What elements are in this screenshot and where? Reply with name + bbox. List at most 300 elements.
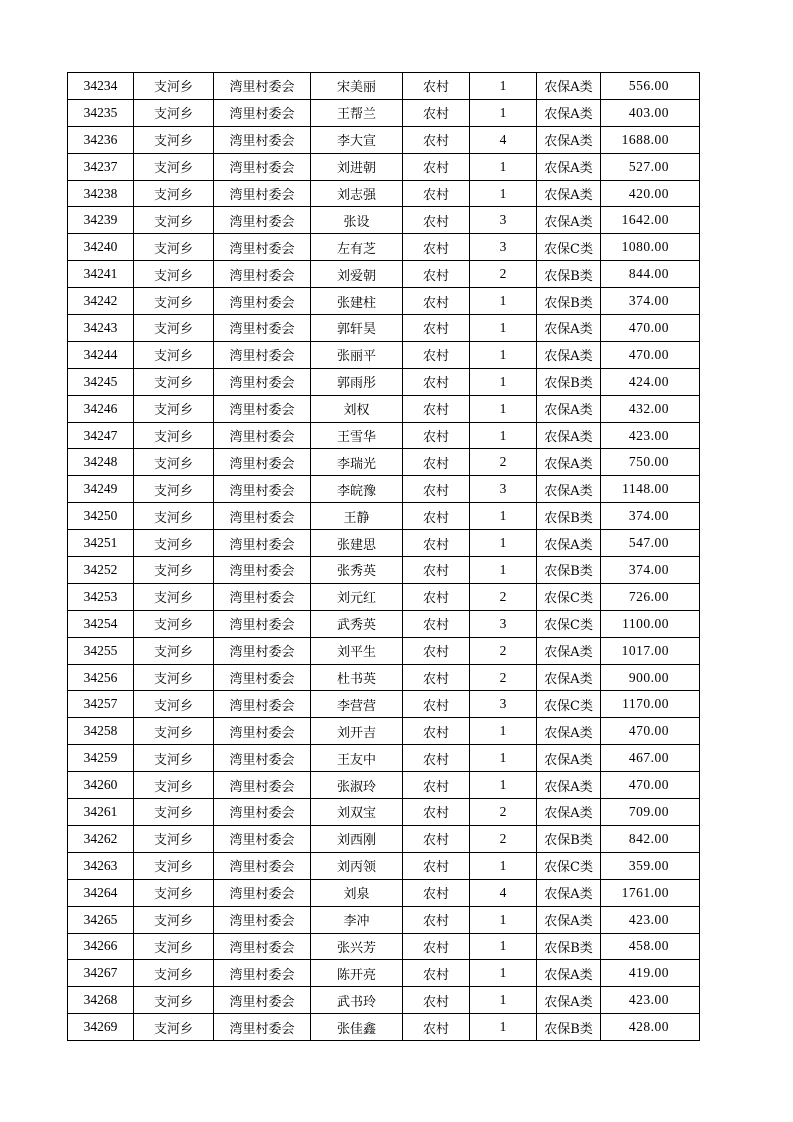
village-committee-cell: 湾里村委会 [214, 180, 311, 207]
village-committee-cell: 湾里村委会 [214, 664, 311, 691]
name-cell: 刘进朝 [311, 153, 403, 180]
serial-number-cell: 34251 [68, 530, 134, 557]
name-cell: 刘西刚 [311, 825, 403, 852]
village-committee-cell: 湾里村委会 [214, 987, 311, 1014]
insurance-category-cell: 农保C类 [537, 234, 601, 261]
household-size-cell: 1 [470, 960, 537, 987]
township-cell: 支河乡 [134, 207, 214, 234]
amount-cell: 527.00 [601, 153, 700, 180]
name-cell: 张佳鑫 [311, 1014, 403, 1041]
area-type-cell: 农村 [403, 180, 470, 207]
name-cell: 张设 [311, 207, 403, 234]
township-cell: 支河乡 [134, 234, 214, 261]
village-committee-cell: 湾里村委会 [214, 73, 311, 100]
area-type-cell: 农村 [403, 906, 470, 933]
township-cell: 支河乡 [134, 557, 214, 584]
area-type-cell: 农村 [403, 799, 470, 826]
amount-cell: 403.00 [601, 99, 700, 126]
amount-cell: 1080.00 [601, 234, 700, 261]
township-cell: 支河乡 [134, 610, 214, 637]
township-cell: 支河乡 [134, 987, 214, 1014]
household-size-cell: 4 [470, 126, 537, 153]
household-size-cell: 3 [470, 207, 537, 234]
insurance-category-cell: 农保A类 [537, 799, 601, 826]
table-row [68, 799, 700, 826]
serial-number-cell: 34259 [68, 745, 134, 772]
serial-number-cell: 34253 [68, 583, 134, 610]
township-cell: 支河乡 [134, 153, 214, 180]
insurance-category-cell: 农保A类 [537, 960, 601, 987]
household-size-cell: 3 [470, 610, 537, 637]
area-type-cell: 农村 [403, 476, 470, 503]
township-cell: 支河乡 [134, 315, 214, 342]
table-row [68, 315, 700, 342]
insurance-category-cell: 农保A类 [537, 879, 601, 906]
township-cell: 支河乡 [134, 825, 214, 852]
name-cell: 李冲 [311, 906, 403, 933]
household-size-cell: 1 [470, 153, 537, 180]
table-row [68, 234, 700, 261]
table-row [68, 987, 700, 1014]
name-cell: 杜书英 [311, 664, 403, 691]
amount-cell: 420.00 [601, 180, 700, 207]
township-cell: 支河乡 [134, 126, 214, 153]
serial-number-cell: 34246 [68, 395, 134, 422]
area-type-cell: 农村 [403, 557, 470, 584]
name-cell: 张丽平 [311, 341, 403, 368]
village-committee-cell: 湾里村委会 [214, 852, 311, 879]
household-size-cell: 1 [470, 315, 537, 342]
village-committee-cell: 湾里村委会 [214, 207, 311, 234]
amount-cell: 1170.00 [601, 691, 700, 718]
amount-cell: 842.00 [601, 825, 700, 852]
household-size-cell: 2 [470, 799, 537, 826]
area-type-cell: 农村 [403, 987, 470, 1014]
village-committee-cell: 湾里村委会 [214, 288, 311, 315]
table-row [68, 1014, 700, 1041]
table-row [68, 933, 700, 960]
insurance-category-cell: 农保B类 [537, 368, 601, 395]
table-row [68, 503, 700, 530]
village-committee-cell: 湾里村委会 [214, 395, 311, 422]
amount-cell: 428.00 [601, 1014, 700, 1041]
serial-number-cell: 34249 [68, 476, 134, 503]
name-cell: 王友中 [311, 745, 403, 772]
household-size-cell: 4 [470, 879, 537, 906]
amount-cell: 1017.00 [601, 637, 700, 664]
name-cell: 刘开吉 [311, 718, 403, 745]
area-type-cell: 农村 [403, 745, 470, 772]
village-committee-cell: 湾里村委会 [214, 557, 311, 584]
insurance-category-cell: 农保A类 [537, 449, 601, 476]
table-row [68, 825, 700, 852]
township-cell: 支河乡 [134, 341, 214, 368]
area-type-cell: 农村 [403, 153, 470, 180]
table-row [68, 126, 700, 153]
household-size-cell: 1 [470, 852, 537, 879]
amount-cell: 419.00 [601, 960, 700, 987]
serial-number-cell: 34237 [68, 153, 134, 180]
amount-cell: 470.00 [601, 718, 700, 745]
serial-number-cell: 34235 [68, 99, 134, 126]
area-type-cell: 农村 [403, 422, 470, 449]
insurance-category-cell: 农保B类 [537, 933, 601, 960]
insurance-category-cell: 农保A类 [537, 745, 601, 772]
village-committee-cell: 湾里村委会 [214, 341, 311, 368]
table-row [68, 718, 700, 745]
township-cell: 支河乡 [134, 368, 214, 395]
area-type-cell: 农村 [403, 718, 470, 745]
village-committee-cell: 湾里村委会 [214, 879, 311, 906]
amount-cell: 547.00 [601, 530, 700, 557]
township-cell: 支河乡 [134, 799, 214, 826]
serial-number-cell: 34255 [68, 637, 134, 664]
household-size-cell: 2 [470, 449, 537, 476]
amount-cell: 1761.00 [601, 879, 700, 906]
name-cell: 武秀英 [311, 610, 403, 637]
township-cell: 支河乡 [134, 99, 214, 126]
area-type-cell: 农村 [403, 879, 470, 906]
amount-cell: 359.00 [601, 852, 700, 879]
amount-cell: 374.00 [601, 288, 700, 315]
household-size-cell: 1 [470, 99, 537, 126]
household-size-cell: 2 [470, 637, 537, 664]
village-committee-cell: 湾里村委会 [214, 960, 311, 987]
household-size-cell: 1 [470, 906, 537, 933]
amount-cell: 470.00 [601, 341, 700, 368]
insurance-category-cell: 农保A类 [537, 395, 601, 422]
serial-number-cell: 34260 [68, 772, 134, 799]
name-cell: 张建思 [311, 530, 403, 557]
village-committee-cell: 湾里村委会 [214, 315, 311, 342]
village-committee-cell: 湾里村委会 [214, 503, 311, 530]
table-row [68, 288, 700, 315]
insurance-category-cell: 农保A类 [537, 422, 601, 449]
township-cell: 支河乡 [134, 933, 214, 960]
serial-number-cell: 34245 [68, 368, 134, 395]
amount-cell: 1642.00 [601, 207, 700, 234]
household-size-cell: 1 [470, 772, 537, 799]
area-type-cell: 农村 [403, 73, 470, 100]
insurance-category-cell: 农保B类 [537, 261, 601, 288]
amount-cell: 432.00 [601, 395, 700, 422]
township-cell: 支河乡 [134, 745, 214, 772]
area-type-cell: 农村 [403, 583, 470, 610]
table-row [68, 99, 700, 126]
amount-cell: 1148.00 [601, 476, 700, 503]
name-cell: 张秀英 [311, 557, 403, 584]
township-cell: 支河乡 [134, 530, 214, 557]
household-size-cell: 1 [470, 341, 537, 368]
township-cell: 支河乡 [134, 288, 214, 315]
village-committee-cell: 湾里村委会 [214, 799, 311, 826]
township-cell: 支河乡 [134, 691, 214, 718]
area-type-cell: 农村 [403, 530, 470, 557]
insurance-category-cell: 农保B类 [537, 1014, 601, 1041]
serial-number-cell: 34238 [68, 180, 134, 207]
name-cell: 刘爱朝 [311, 261, 403, 288]
serial-number-cell: 34244 [68, 341, 134, 368]
insurance-category-cell: 农保A类 [537, 772, 601, 799]
table-row [68, 691, 700, 718]
insurance-category-cell: 农保A类 [537, 73, 601, 100]
table-row [68, 960, 700, 987]
village-committee-cell: 湾里村委会 [214, 368, 311, 395]
township-cell: 支河乡 [134, 637, 214, 664]
name-cell: 武书玲 [311, 987, 403, 1014]
area-type-cell: 农村 [403, 637, 470, 664]
name-cell: 刘泉 [311, 879, 403, 906]
area-type-cell: 农村 [403, 503, 470, 530]
village-committee-cell: 湾里村委会 [214, 476, 311, 503]
insurance-category-cell: 农保A类 [537, 987, 601, 1014]
serial-number-cell: 34240 [68, 234, 134, 261]
name-cell: 李营营 [311, 691, 403, 718]
name-cell: 郭雨彤 [311, 368, 403, 395]
area-type-cell: 农村 [403, 341, 470, 368]
serial-number-cell: 34239 [68, 207, 134, 234]
serial-number-cell: 34266 [68, 933, 134, 960]
amount-cell: 423.00 [601, 422, 700, 449]
household-size-cell: 1 [470, 503, 537, 530]
insurance-category-cell: 农保A类 [537, 664, 601, 691]
table-row [68, 852, 700, 879]
amount-cell: 709.00 [601, 799, 700, 826]
household-size-cell: 1 [470, 933, 537, 960]
serial-number-cell: 34268 [68, 987, 134, 1014]
township-cell: 支河乡 [134, 180, 214, 207]
household-size-cell: 1 [470, 73, 537, 100]
insurance-category-cell: 农保B类 [537, 557, 601, 584]
table-row [68, 906, 700, 933]
name-cell: 王静 [311, 503, 403, 530]
table-row [68, 557, 700, 584]
area-type-cell: 农村 [403, 99, 470, 126]
amount-cell: 750.00 [601, 449, 700, 476]
name-cell: 刘志强 [311, 180, 403, 207]
household-size-cell: 2 [470, 261, 537, 288]
name-cell: 李瑞光 [311, 449, 403, 476]
amount-cell: 458.00 [601, 933, 700, 960]
township-cell: 支河乡 [134, 73, 214, 100]
serial-number-cell: 34269 [68, 1014, 134, 1041]
table-row [68, 745, 700, 772]
name-cell: 王帮兰 [311, 99, 403, 126]
name-cell: 刘权 [311, 395, 403, 422]
household-size-cell: 1 [470, 530, 537, 557]
insurance-category-cell: 农保A类 [537, 341, 601, 368]
insurance-category-cell: 农保A类 [537, 180, 601, 207]
table-row [68, 207, 700, 234]
name-cell: 李大宣 [311, 126, 403, 153]
serial-number-cell: 34248 [68, 449, 134, 476]
serial-number-cell: 34265 [68, 906, 134, 933]
serial-number-cell: 34241 [68, 261, 134, 288]
township-cell: 支河乡 [134, 261, 214, 288]
area-type-cell: 农村 [403, 772, 470, 799]
insurance-category-cell: 农保C类 [537, 610, 601, 637]
household-size-cell: 1 [470, 745, 537, 772]
amount-cell: 556.00 [601, 73, 700, 100]
name-cell: 张建柱 [311, 288, 403, 315]
township-cell: 支河乡 [134, 1014, 214, 1041]
table-row [68, 879, 700, 906]
amount-cell: 374.00 [601, 557, 700, 584]
insurance-category-cell: 农保A类 [537, 99, 601, 126]
insurance-category-cell: 农保B类 [537, 503, 601, 530]
township-cell: 支河乡 [134, 583, 214, 610]
area-type-cell: 农村 [403, 126, 470, 153]
name-cell: 刘元红 [311, 583, 403, 610]
table-row [68, 422, 700, 449]
household-size-cell: 3 [470, 234, 537, 261]
name-cell: 左有芝 [311, 234, 403, 261]
village-committee-cell: 湾里村委会 [214, 449, 311, 476]
name-cell: 王雪华 [311, 422, 403, 449]
insurance-category-cell: 农保A类 [537, 906, 601, 933]
amount-cell: 424.00 [601, 368, 700, 395]
village-committee-cell: 湾里村委会 [214, 530, 311, 557]
table-row [68, 664, 700, 691]
household-size-cell: 2 [470, 825, 537, 852]
insurance-category-cell: 农保A类 [537, 530, 601, 557]
township-cell: 支河乡 [134, 906, 214, 933]
amount-cell: 470.00 [601, 772, 700, 799]
serial-number-cell: 34247 [68, 422, 134, 449]
serial-number-cell: 34250 [68, 503, 134, 530]
area-type-cell: 农村 [403, 288, 470, 315]
village-committee-cell: 湾里村委会 [214, 126, 311, 153]
amount-cell: 1100.00 [601, 610, 700, 637]
area-type-cell: 农村 [403, 960, 470, 987]
village-committee-cell: 湾里村委会 [214, 745, 311, 772]
area-type-cell: 农村 [403, 1014, 470, 1041]
serial-number-cell: 34254 [68, 610, 134, 637]
table-row [68, 153, 700, 180]
village-committee-cell: 湾里村委会 [214, 906, 311, 933]
amount-cell: 467.00 [601, 745, 700, 772]
area-type-cell: 农村 [403, 852, 470, 879]
serial-number-cell: 34264 [68, 879, 134, 906]
area-type-cell: 农村 [403, 664, 470, 691]
table-row [68, 395, 700, 422]
insurance-category-cell: 农保A类 [537, 126, 601, 153]
insurance-category-cell: 农保A类 [537, 315, 601, 342]
serial-number-cell: 34243 [68, 315, 134, 342]
amount-cell: 1688.00 [601, 126, 700, 153]
table-row [68, 772, 700, 799]
household-size-cell: 1 [470, 422, 537, 449]
table-row [68, 583, 700, 610]
serial-number-cell: 34256 [68, 664, 134, 691]
household-size-cell: 3 [470, 476, 537, 503]
table-row [68, 341, 700, 368]
area-type-cell: 农村 [403, 315, 470, 342]
serial-number-cell: 34262 [68, 825, 134, 852]
name-cell: 张淑玲 [311, 772, 403, 799]
township-cell: 支河乡 [134, 503, 214, 530]
insurance-category-cell: 农保C类 [537, 852, 601, 879]
household-size-cell: 1 [470, 368, 537, 395]
roster-table-body [68, 73, 700, 1041]
household-size-cell: 2 [470, 583, 537, 610]
insurance-category-cell: 农保C类 [537, 691, 601, 718]
serial-number-cell: 34258 [68, 718, 134, 745]
area-type-cell: 农村 [403, 207, 470, 234]
table-row [68, 449, 700, 476]
household-size-cell: 1 [470, 1014, 537, 1041]
village-committee-cell: 湾里村委会 [214, 234, 311, 261]
table-row [68, 180, 700, 207]
serial-number-cell: 34261 [68, 799, 134, 826]
table-row [68, 261, 700, 288]
village-committee-cell: 湾里村委会 [214, 718, 311, 745]
village-committee-cell: 湾里村委会 [214, 933, 311, 960]
serial-number-cell: 34236 [68, 126, 134, 153]
serial-number-cell: 34234 [68, 73, 134, 100]
household-size-cell: 1 [470, 395, 537, 422]
name-cell: 李皖豫 [311, 476, 403, 503]
amount-cell: 844.00 [601, 261, 700, 288]
village-committee-cell: 湾里村委会 [214, 772, 311, 799]
village-committee-cell: 湾里村委会 [214, 583, 311, 610]
township-cell: 支河乡 [134, 852, 214, 879]
amount-cell: 470.00 [601, 315, 700, 342]
name-cell: 刘丙领 [311, 852, 403, 879]
name-cell: 刘双宝 [311, 799, 403, 826]
township-cell: 支河乡 [134, 960, 214, 987]
insurance-category-cell: 农保A类 [537, 718, 601, 745]
area-type-cell: 农村 [403, 691, 470, 718]
village-committee-cell: 湾里村委会 [214, 610, 311, 637]
insurance-category-cell: 农保B类 [537, 825, 601, 852]
insurance-category-cell: 农保A类 [537, 207, 601, 234]
household-size-cell: 1 [470, 557, 537, 584]
township-cell: 支河乡 [134, 422, 214, 449]
village-committee-cell: 湾里村委会 [214, 99, 311, 126]
village-committee-cell: 湾里村委会 [214, 261, 311, 288]
village-committee-cell: 湾里村委会 [214, 1014, 311, 1041]
name-cell: 宋美丽 [311, 73, 403, 100]
village-committee-cell: 湾里村委会 [214, 422, 311, 449]
village-committee-cell: 湾里村委会 [214, 691, 311, 718]
amount-cell: 423.00 [601, 906, 700, 933]
table-row [68, 610, 700, 637]
township-cell: 支河乡 [134, 664, 214, 691]
table-row [68, 476, 700, 503]
township-cell: 支河乡 [134, 718, 214, 745]
roster-table [67, 72, 700, 1041]
table-row [68, 73, 700, 100]
household-size-cell: 1 [470, 180, 537, 207]
serial-number-cell: 34257 [68, 691, 134, 718]
insurance-category-cell: 农保C类 [537, 583, 601, 610]
insurance-category-cell: 农保A类 [537, 153, 601, 180]
serial-number-cell: 34263 [68, 852, 134, 879]
area-type-cell: 农村 [403, 449, 470, 476]
township-cell: 支河乡 [134, 476, 214, 503]
area-type-cell: 农村 [403, 234, 470, 261]
serial-number-cell: 34267 [68, 960, 134, 987]
township-cell: 支河乡 [134, 879, 214, 906]
name-cell: 张兴芳 [311, 933, 403, 960]
insurance-category-cell: 农保B类 [537, 288, 601, 315]
area-type-cell: 农村 [403, 395, 470, 422]
township-cell: 支河乡 [134, 772, 214, 799]
insurance-category-cell: 农保A类 [537, 476, 601, 503]
area-type-cell: 农村 [403, 933, 470, 960]
household-size-cell: 2 [470, 664, 537, 691]
